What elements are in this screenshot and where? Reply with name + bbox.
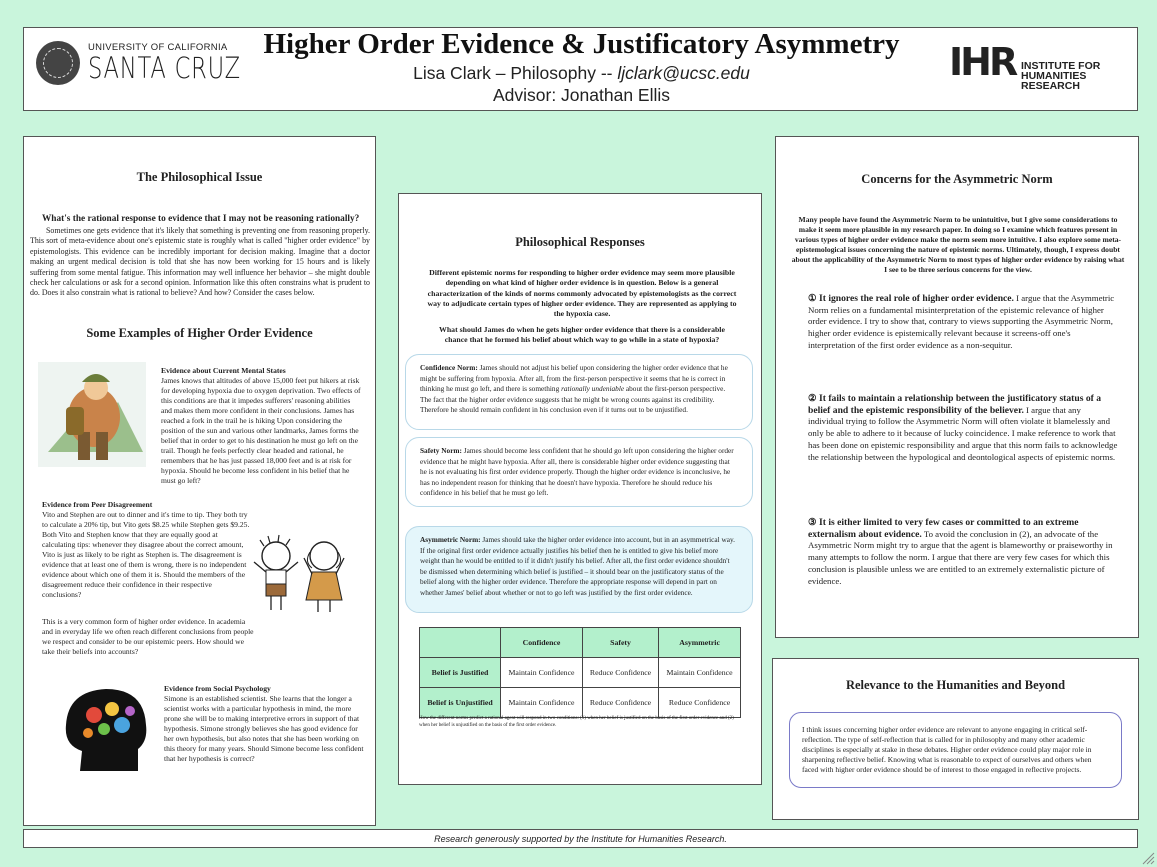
table-cell: Maintain Confidence <box>501 658 583 688</box>
scroll-grip-icon[interactable] <box>1141 851 1155 865</box>
philosophical-responses-panel <box>398 193 762 785</box>
concern-1 <box>808 293 1118 352</box>
table-header-cell: Safety <box>582 628 658 658</box>
panel-heading: Relevance to the Humanities and Beyond <box>845 678 1066 692</box>
confidence-norm-box <box>405 354 753 430</box>
footer: Research generously supported by the Institute for Humanities Research. <box>23 829 1138 848</box>
confidence-norm-text-b: about the first-person perspective. The fact that the higher order evidence suggests that he might be wrong counts against its credibility. Therefore he should remain confident in his conclusion even if it turns out to be unjustified. <box>420 384 726 414</box>
asymmetric-norm-label: Asymmetric Norm: <box>420 535 481 544</box>
asymmetric-norm-box <box>405 526 753 613</box>
table-cell: Reduce Confidence <box>582 658 658 688</box>
table-row <box>420 658 741 688</box>
cartoon-kids-image <box>244 534 354 616</box>
table-caption: How the different norms predict a rational agent will respond in two conditions: (1) when her belief is justified on the basis of the first order evidence and (2) when her belief is unjustified on the basis of the first order evidence. <box>419 716 734 728</box>
table-cell: Reduce Confidence <box>582 688 658 718</box>
university-line1: UNIVERSITY OF CALIFORNIA <box>88 42 228 53</box>
ucsc-logo <box>36 38 241 98</box>
example3-text: Simone is an established scientist. She learns that the longer a scientist works with a particular hypothesis in mind, the more prone she will be to making interpretive errors in support of that hypothesis. Simone strongly believes she has good evidence for her own hypothesis, but also notes that she has been working on this theory for many years. Should Simone become less confident that her hypothesis is correct? <box>164 694 364 763</box>
author-email: ljclark@ucsc.edu <box>617 63 750 83</box>
example1-text: James knows that altitudes of above 15,000 feet put hikers at risk for developing hypoxia due to oxygen deprivation. Two effects of this conditions are that it impedes sufferers' reasoning abilities and makes them more confident in their conclusions. James has reached a fork in the trail he is hiking Upon considering the position of the sun and various other landmarks, James forms the belief that in order to get to his destination he must go left on the trail. Though he feels perfectly clear headed and rational, he remembers that he has just passed 18,000 feet and is at risk for hypoxia. Should he become less confident in his belief that he must go left? <box>161 376 361 485</box>
confidence-norm-label: Confidence Norm: <box>420 363 478 372</box>
relevance-panel <box>772 658 1139 820</box>
advisor-line: Advisor: Jonathan Ellis <box>492 85 671 105</box>
author-line <box>214 63 949 84</box>
concern-1-text: I argue that the Asymmetric Norm relies on a fundamental misinterpretation of the epistemic relevance of higher order evidence. I try to show that, contrary to views supporting the Asymmetric Norm, higher order evidence is epistemically relevant because it screens-off one's interpretation of the first order evidence as a non-sequitur. <box>808 293 1115 350</box>
concern-3-heading: ③ It is either limited to very few cases or committed to an extreme externalism about evidence. <box>808 517 1079 540</box>
ihr-logo-icon: IHR <box>949 40 1016 84</box>
relevance-text: I think issues concerning higher order evidence are relevant to anyone engaging in critical self-reflection. The type of self-reflection that is called for in philosophy and many other academic disciplines is especially at stake in these debates. Higher order evidence could play major role in sharpening reflective belief. Knowing what is reasonable to expect of ourselves and others when faced with higher order evidence should be of interest to those engaged in reflective projects. <box>789 712 1122 788</box>
example3-title: Evidence from Social Psychology <box>164 684 271 693</box>
example2-title: Evidence from Peer Disagreement <box>42 500 153 509</box>
concerns-panel <box>775 136 1139 638</box>
poster-title: Higher Order Evidence & Justificatory Asymmetry <box>263 28 900 60</box>
asymmetric-norm-text: James should take the higher order evidence into account, but in an asymmetrical way. If the original first order evidence actually justifies his belief then he is entitled to give his belief more weight than he would be entitled to if it didn't justify his belief. After all, the first order evidence shouldn't be dismissed when determining which belief is justified – it should bear on the justificatory status of the belief along with the higher order evidence. Therefore the appropriate response will depend in part on whether James' belief about whether or not to go left was justified by the first order evidence. <box>420 535 736 597</box>
confidence-norm-italic: rationally undeniable <box>561 384 625 393</box>
concern-3 <box>808 517 1118 587</box>
responses-question: What should James do when he gets higher order evidence that there is a considerable chance that he formed his belief about which way to go while in a state of hypoxia? <box>439 325 725 345</box>
concern-3-text: To avoid the conclusion in (2), an advocate of the Asymmetric Norm might try to argue that the agent is blameworthy or praiseworthy in many attempts to follow the norm. I argue that there are very few cases for which this conclusion is plausible unless we are entitled to an extremely externalistic picture of evidence. <box>808 528 1113 586</box>
head-gears-image <box>60 685 152 771</box>
table-cell: Maintain Confidence <box>659 658 741 688</box>
table-row-header: Belief is Unjustified <box>420 688 501 718</box>
table-row-header: Belief is Justified <box>420 658 501 688</box>
ihr-name: INSTITUTE FOR HUMANITIES RESEARCH <box>1021 60 1101 92</box>
safety-norm-label: Safety Norm: <box>420 446 462 455</box>
panel-heading: The Philosophical Issue <box>136 170 263 184</box>
panel-heading: Concerns for the Asymmetric Norm <box>861 172 1053 186</box>
example1-title: Evidence about Current Mental States <box>161 366 286 375</box>
ihr-logo <box>949 40 1134 92</box>
table-header-cell: Asymmetric <box>659 628 741 658</box>
safety-norm-box <box>405 437 753 507</box>
confidence-norm-text-a: James should not adjust his belief upon considering the higher order evidence that he might be suffering from hypoxia. After all, from the first-person perspective it seems that he is correct in thinking he must go left, and there is something <box>420 363 728 393</box>
concern-2-heading: ② It fails to maintain a relationship between the justificatory status of a belief and the epistemic responsibility of the believer. <box>808 393 1102 416</box>
concern-1-heading: ① It ignores the real role of higher order evidence. <box>808 293 1014 304</box>
norms-table <box>419 627 741 718</box>
table-cell: Maintain Confidence <box>501 688 583 718</box>
responses-intro: Different epistemic norms for responding to higher order evidence may seem more plausible depending on what kind of higher order evidence is in question. Below is a general characterization of the kinds of norms commonly advocated by epistemologists as the correct way to adjudicate certain types of higher order evidence. They are represented as applying to the hypoxia case. <box>427 268 737 319</box>
issue-question: What's the rational response to evidence that I may not be reasoning rationally? <box>42 214 360 224</box>
philosophical-issue-panel <box>23 136 376 826</box>
example2-text2: This is a very common form of higher order evidence. In academia and in everyday life we often reach different conclusions from people we respect and consider to be our epistemic peers. How should we take their beliefs into accounts? <box>42 617 254 656</box>
issue-intro: Sometimes one gets evidence that it's likely that something is preventing one from reasoning properly. This sort of meta-evidence about one's epistemic state is roughly what is called "higher order evidence" by epistemologists. This evidence can be incredibly important for decision making. Imagine that a doctor making an urgent medical decision is told that she has now been working for 15 hours and is likely suffering from some mental fatigue. This information may well influence her behavior – she might double check her calculations or ask for a second opinion. Information like this often constrains what is prudent to do. Does it also constrain what is rational to believe? And how? Consider the cases below. <box>30 226 370 298</box>
panel-heading: Philosophical Responses <box>515 235 645 249</box>
concerns-intro: Many people have found the Asymmetric Norm to be unintuitive, but I give some considerations to make it seem more plausible in my research paper. In doing so I examine which features present in various types of higher order evidence make the norm seem more intuitive. I also explore some meta-epistemological issues concerning the nature of epistemic norms. Ultimately, though, I express doubt about the applicability of the Asymmetric Norm to most types of higher order evidence by raising what I see to be three serious concerns for the view. <box>791 215 1125 274</box>
table-cell: Reduce Confidence <box>659 688 741 718</box>
poster-header <box>23 27 1138 111</box>
table-row <box>420 688 741 718</box>
ucsc-seal-icon <box>36 41 80 85</box>
concern-2-text: I argue that any individual trying to follow the Asymmetric Norm will often violate it blamelessly and only be able to adhere to it because of lucky coincidence. I make reference to work that has been done on epistemic responsibility and argue that this norm fails to acknowledge the relationship between the hypological and deontological aspects of epistemic norms. <box>808 404 1118 462</box>
concern-2 <box>808 393 1118 463</box>
hiker-image <box>38 362 146 467</box>
examples-heading: Some Examples of Higher Order Evidence <box>86 326 313 340</box>
table-header-cell <box>420 628 501 658</box>
university-line2: SANTA CRUZ <box>88 51 241 85</box>
author-name: Lisa Clark – Philosophy -- <box>413 63 618 83</box>
table-header-cell: Confidence <box>501 628 583 658</box>
safety-norm-text: James should become less confident that he should go left upon considering the higher order evidence that he might have hypoxia. After all, there is considerable higher order evidence suggesting that he is not evaluating his first order evidence properly. Though the higher order evidence is inconclusive, he has no independent reason for thinking that he doesn't have hypoxia. Therefore he should reduce his confidence in his belief that he must go left. <box>420 446 734 497</box>
table-header-row <box>420 628 741 658</box>
example2-text: Vito and Stephen are out to dinner and it's time to tip. They both try to calculate a 20% tip, but Vito gets $8.25 while Stephen gets $9.25. Both Vito and Stephen know that they are equally good at calculating tips: whenever they disagree about the correct amount, Vito is just as likely to be right as Stephen is. The disagreement is evidence that at least one of them is wrong, there is no independent evidence about which one of them it is. Should the members of the disagreement reduce their confidence in their respective conclusions? <box>42 510 250 599</box>
